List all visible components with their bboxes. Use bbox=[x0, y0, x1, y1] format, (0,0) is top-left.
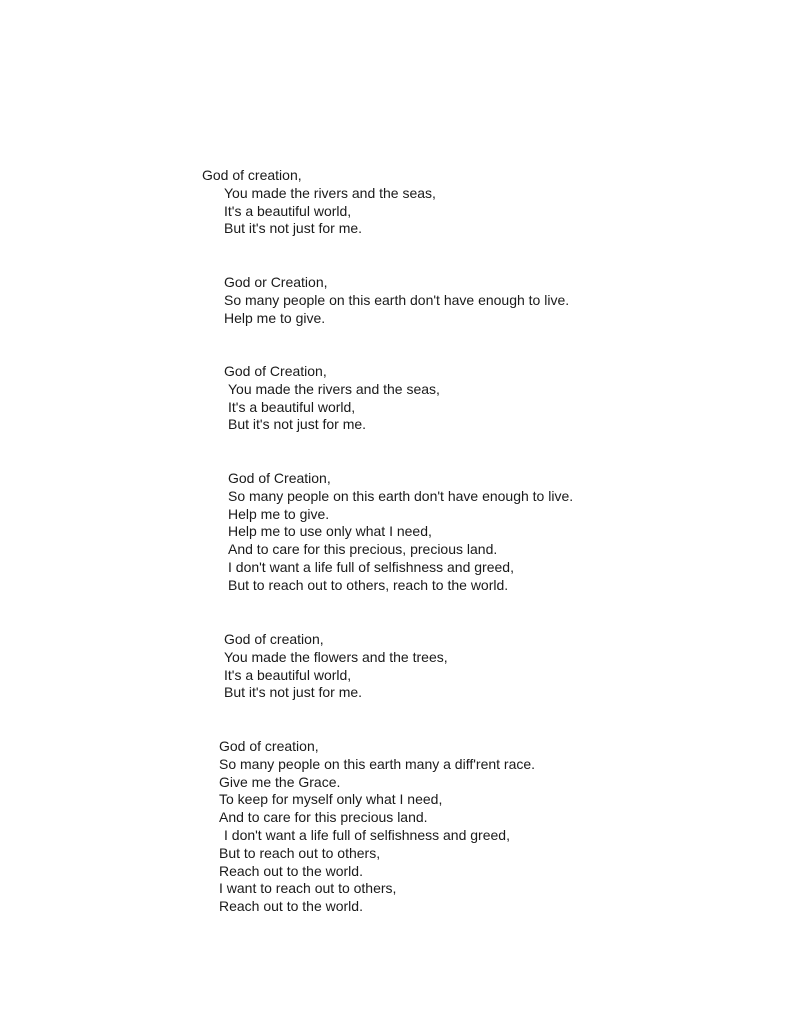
poem-line: Reach out to the world. bbox=[219, 898, 363, 915]
poem-line: It's a beautiful world, bbox=[224, 666, 352, 683]
poem-line: I want to reach out to others, bbox=[219, 880, 397, 897]
stanza-6 bbox=[219, 738, 535, 916]
poem-line: So many people on this earth don't have enough to live. bbox=[224, 291, 570, 308]
stanza-5 bbox=[224, 631, 448, 702]
poem-line: God of creation, bbox=[202, 167, 302, 183]
poem-line: It's a beautiful world, bbox=[228, 398, 356, 415]
poem-line: You made the flowers and the trees, bbox=[224, 648, 448, 665]
poem-line: God or Creation, bbox=[224, 274, 328, 290]
poem-line: But to reach out to others, bbox=[219, 844, 381, 861]
poem-line: Give me the Grace. bbox=[219, 773, 341, 790]
poem-line: I don't want a life full of selfishness and greed, bbox=[228, 558, 514, 575]
poem-line: It's a beautiful world, bbox=[224, 202, 352, 219]
poem-line: Help me to give. bbox=[228, 505, 330, 522]
stanza-2 bbox=[224, 274, 569, 327]
stanza-1 bbox=[202, 167, 436, 238]
poem-line: God of Creation, bbox=[228, 470, 331, 486]
poem-line: God of Creation, bbox=[224, 363, 327, 379]
poem-line: To keep for myself only what I need, bbox=[219, 791, 443, 808]
poem-line: But it's not just for me. bbox=[224, 684, 363, 701]
poem-line: So many people on this earth don't have enough to live. bbox=[228, 487, 574, 504]
poem-line: But it's not just for me. bbox=[224, 220, 363, 237]
poem-line: But it's not just for me. bbox=[228, 416, 367, 433]
poem-line: But to reach out to others, reach to the world. bbox=[228, 576, 509, 593]
poem-line: Help me to give. bbox=[224, 309, 326, 326]
poem-line: God of creation, bbox=[219, 738, 319, 754]
poem-line: God of creation, bbox=[224, 631, 324, 647]
poem-line: Reach out to the world. bbox=[219, 862, 363, 879]
stanza-3 bbox=[224, 363, 440, 434]
stanza-4 bbox=[228, 470, 573, 595]
poem-line: And to care for this precious land. bbox=[219, 809, 428, 826]
poem-line: So many people on this earth many a diff'rent race. bbox=[219, 755, 536, 772]
poem-line: I don't want a life full of selfishness and greed, bbox=[224, 826, 510, 843]
poem-line: And to care for this precious, precious land. bbox=[228, 541, 498, 558]
poem-line: You made the rivers and the seas, bbox=[228, 380, 440, 397]
poem-line: You made the rivers and the seas, bbox=[224, 184, 436, 201]
poem-line: Help me to use only what I need, bbox=[228, 523, 432, 540]
